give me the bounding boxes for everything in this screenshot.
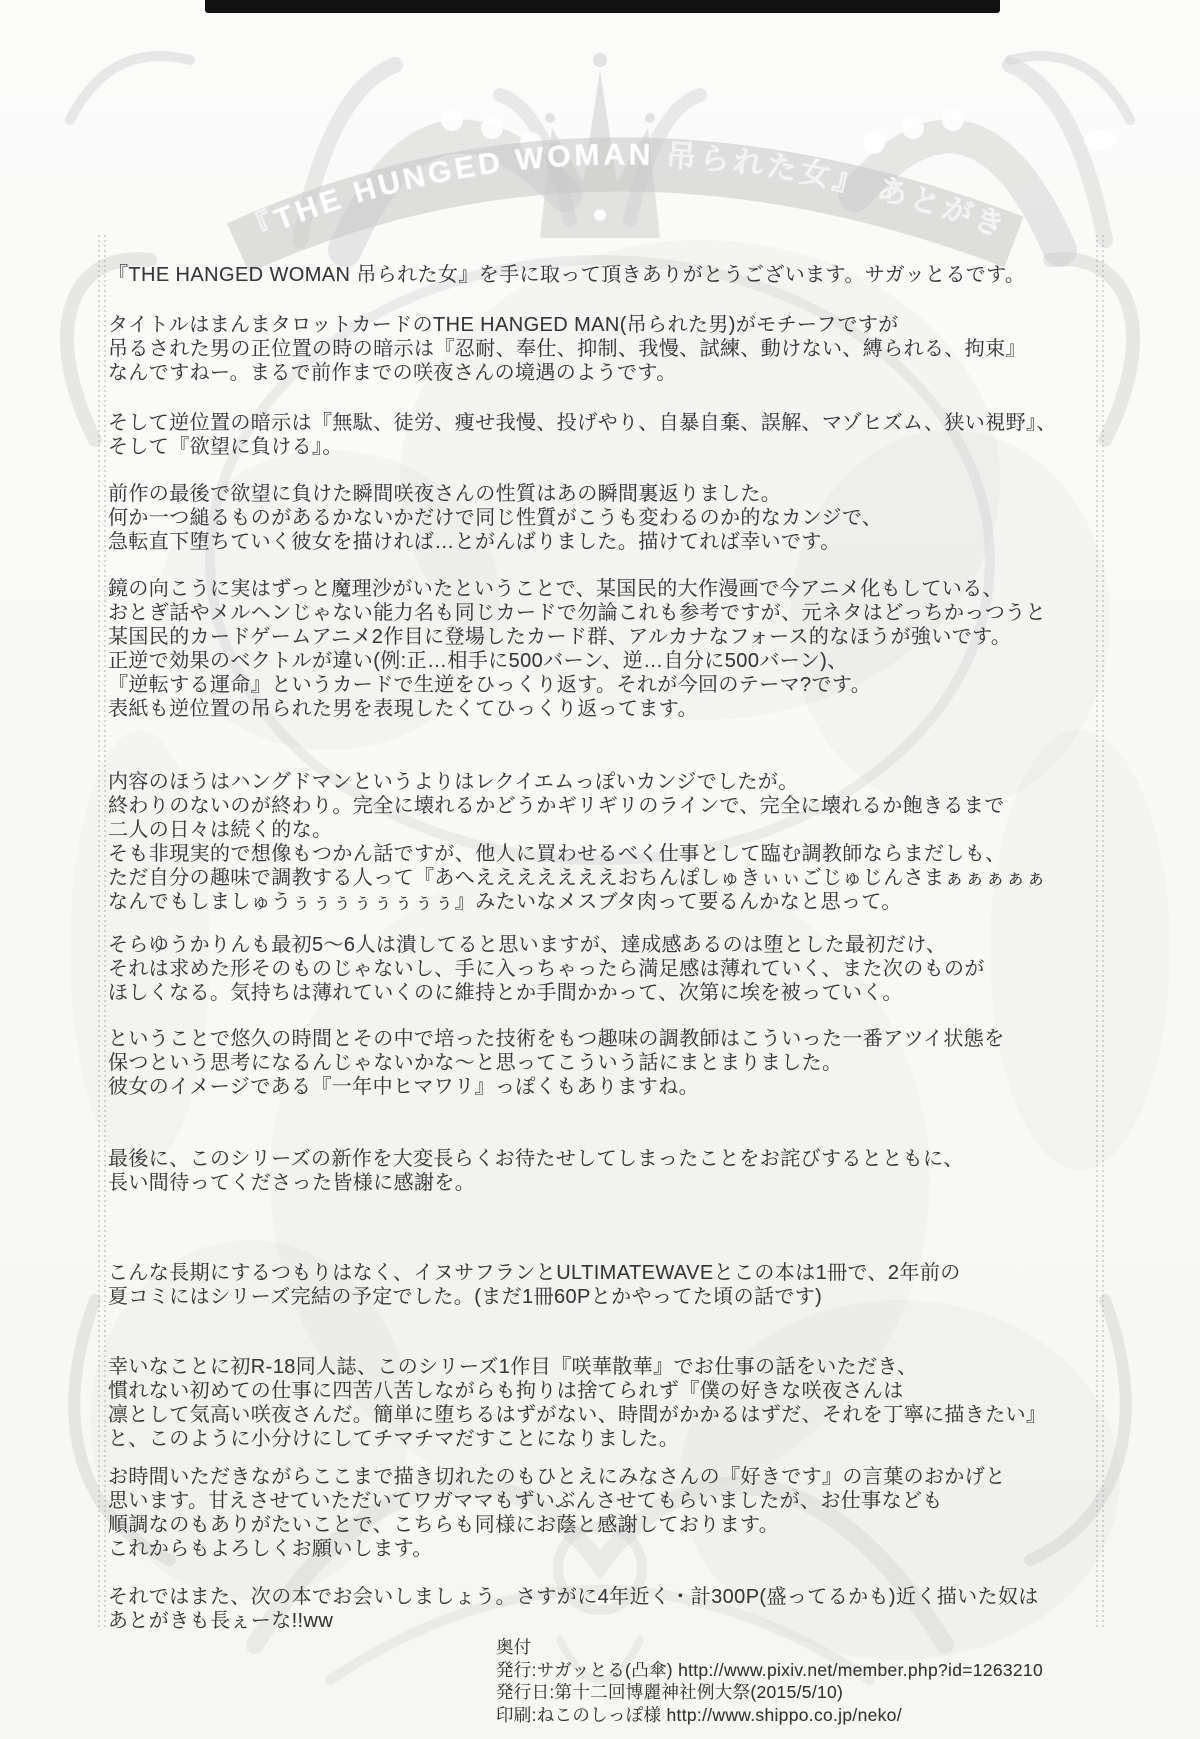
text-line: 鏡の向こうに実はずっと魔理沙がいたということで、某国民的大作漫画で今アニメ化もしている、	[108, 578, 1003, 600]
text-line: 最後に、このシリーズの新作を大変長らくお待たせしてしまったことをお詫びするとともに、	[108, 1148, 964, 1170]
text-line: 某国民的カードゲームアニメ2作目に登場したカード群、アルカナなフォース的なほうが強いです。	[108, 626, 1012, 648]
text-line: そして『欲望に負ける』。	[108, 436, 343, 458]
paragraph	[108, 770, 1108, 914]
text-line: 前作の最後で欲望に負けた瞬間咲夜さんの性質はあの瞬間裏返りました。	[108, 483, 782, 505]
text-line: 彼女のイメージである『一年中ヒマワリ』っぽくもありますね。	[108, 1076, 699, 1098]
text-line: タイトルはまんまタロットカードのTHE HANGED MAN(吊られた男)がモチーフですが	[108, 314, 899, 336]
paragraph	[108, 1465, 1108, 1561]
text-line: 慣れない初めての仕事に四苦八苦しながらも拘りは捨てられず『僕の好きな咲夜さんは	[108, 1380, 904, 1402]
text-line: 幸いなことに初R-18同人誌、このシリーズ1作目『咲華散華』でお仕事の話をいただき、	[108, 1356, 918, 1378]
text-line: 保つという思考になるんじゃないかな〜と思ってこういう話にまとまりました。	[108, 1052, 843, 1074]
colophon-publisher: 発行:サガッとる(凸傘) http://www.pixiv.net/member.php?id=1263210	[496, 1659, 1044, 1680]
text-line: 順調なのもありがたいことで、こちらも同様にお蔭と感謝しております。	[108, 1514, 780, 1536]
page-title-text: 『THE HUNGED WOMAN 吊られた女』 あとがき	[238, 138, 1012, 250]
text-line: 夏コミにはシリーズ完結の予定でした。(まだ1冊60Pとかやってた頃の話です)	[108, 1286, 823, 1308]
text-line: そも非現実的で想像もつかん話ですが、他人に買わせるべく仕事として臨む調教師ならまだしも、	[108, 843, 1006, 865]
text-line: 表紙も逆位置の吊られた男を表現したくてひっくり返ってます。	[108, 698, 698, 720]
text-line: 正逆で効果のベクトルが違い(例:正…相手に500バーン、逆…自分に500バーン)、	[108, 650, 848, 672]
text-line: ほしくなる。気持ちは薄れていくのに維持とか手間かかって、次第に埃を被っていく。	[108, 982, 903, 1004]
text-line: それは求めた形そのものじゃないし、手に入っちゃったら満足感は薄れていく、また次のものが	[108, 958, 985, 980]
paragraph	[108, 313, 1108, 385]
colophon-heading: 奥付	[496, 1637, 532, 1657]
text-line: 急転直下堕ちていく彼女を描ければ…とがんばりました。描けてれば幸いです。	[108, 531, 841, 553]
text-line: 吊るされた男の正位置の時の暗示は『忍耐、奉仕、抑制、我慢、試練、動けない、縛られる、拘束』	[108, 338, 1026, 360]
text-line: そして逆位置の暗示は『無駄、徒労、痩せ我慢、投げやり、自暴自棄、誤解、マゾヒズム、狭い視野』、	[108, 412, 1057, 434]
text-line: と、このように小分けにしてチマチマだすことになりました。	[108, 1428, 680, 1450]
paragraph	[108, 1147, 1108, 1195]
paragraph	[108, 411, 1108, 459]
text-line: ただ自分の趣味で調教する人って『あへえええええええおちんぽしゅきぃぃごじゅじんさまぁぁぁぁぁ	[108, 867, 1047, 889]
paragraph	[108, 1027, 1108, 1099]
text-line: 凛として気高い咲夜さんだ。簡単に堕ちるはずがない、時間がかかるはずだ、それを丁寧に描きたい』	[108, 1404, 1047, 1426]
text-line: なんですねー。まるで前作までの咲夜さんの境遇のようです。	[108, 362, 677, 384]
colophon-printer: 印刷:ねこのしっぽ様 http://www.shippo.co.jp/neko/	[496, 1704, 902, 1725]
text-line: こんな長期にするつもりはなく、イヌサフランとULTIMATEWAVEとこの本は1冊で、2年前の	[108, 1262, 961, 1284]
text-line: 『逆転する運命』というカードで生逆をひっくり返す。それが今回のテーマ?です。	[108, 674, 872, 696]
text-line: 二人の日々は続く的な。	[108, 819, 333, 841]
paragraph	[108, 1355, 1108, 1451]
paragraph	[108, 577, 1108, 721]
text-line: 思います。甘えさせていただいてワガママもずいぶんさせてもらいましたが、お仕事なども	[108, 1490, 943, 1512]
paragraph	[108, 482, 1108, 554]
text-line: あとがきも長ぇーな!!ww	[108, 1610, 334, 1632]
text-line: おとぎ話やメルヘンじゃない能力名も同じカードで勿論これも参考ですが、元ネタはどっちかっつうと	[108, 602, 1046, 624]
text-line: 終わりのないのが終わり。完全に壊れるかどうかギリギリのラインで、完全に壊れるか飽きるまで	[108, 795, 1005, 817]
text-line: なんでもしましゅうぅぅぅぅぅぅぅぅ』みたいなメスブタ肉って要るんかなと思って。	[108, 891, 902, 913]
colophon	[496, 1636, 1043, 1726]
text-line: ということで悠久の時間とその中で培った技術をもつ趣味の調教師はこういった一番アツイ状態を	[108, 1028, 1005, 1050]
paragraph	[108, 933, 1108, 1005]
paragraph	[108, 263, 1108, 287]
text-line: 『THE HANGED WOMAN 吊られた女』を手に取って頂きありがとうございます。サガッとるです。	[108, 264, 1026, 286]
text-line: それではまた、次の本でお会いしましょう。さすがに4年近く・計300P(盛ってるかも)近く描いた奴は	[108, 1586, 1039, 1608]
text-line: お時間いただきながらここまで描き切れたのもひとえにみなさんの『好きです』の言葉のおかげと	[108, 1466, 1006, 1488]
paragraph	[108, 1261, 1108, 1309]
text-line: そらゆうかりんも最初5〜6人は潰してると思いますが、達成感あるのは堕とした最初だけ、	[108, 934, 947, 956]
text-line: 長い間待ってくださった皆様に感謝を。	[108, 1172, 476, 1194]
paragraph	[108, 1585, 1108, 1633]
colophon-publish-date: 発行日:第十二回博麗神社例大祭(2015/5/10)	[496, 1682, 844, 1702]
text-line: 何か一つ縋るものがあるかないかだけで同じ性質がこうも変わるのか的なカンジで、	[108, 507, 883, 529]
text-line: 内容のほうはハングドマンというよりはレクイエムっぽいカンジでしたが。	[108, 771, 799, 793]
text-line: これからもよろしくお願いします。	[108, 1538, 433, 1560]
